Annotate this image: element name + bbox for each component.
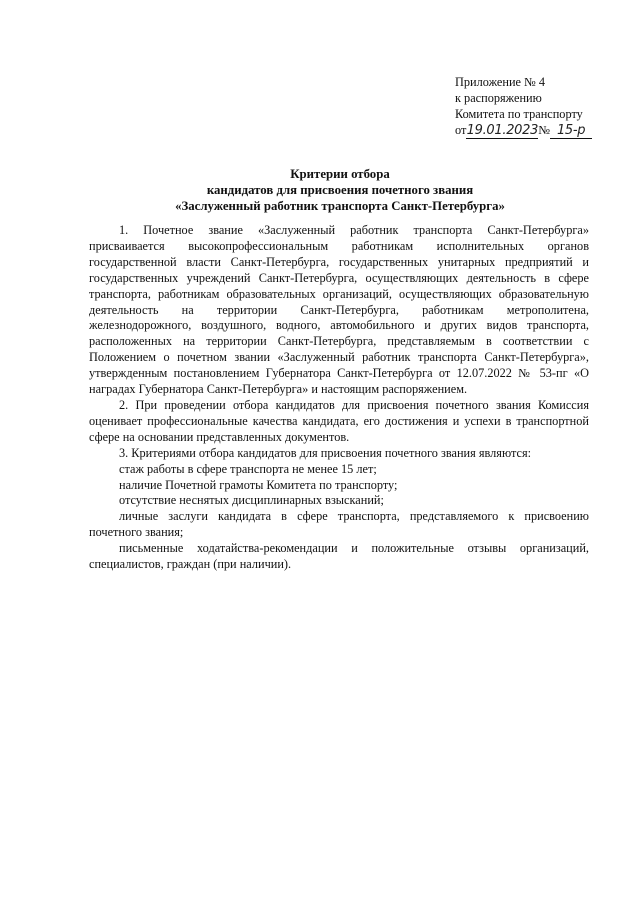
appendix-number: Приложение № 4: [455, 75, 546, 89]
handwritten-date-field: [466, 123, 538, 139]
document-title: [90, 166, 590, 214]
handwritten-date: 19.01.2023: [466, 123, 539, 138]
appendix-from-prefix: от: [455, 123, 467, 137]
document-body: [89, 223, 589, 573]
appendix-order-ref: к распоряжению: [455, 91, 542, 105]
criterion-certificate: наличие Почетной грамоты Комитета по транспорту;: [119, 477, 398, 492]
appendix-date-number-line: [455, 122, 615, 139]
title-line-3: «Заслуженный работник транспорта Санкт-Петербурга»: [175, 199, 505, 213]
paragraph-3: 3. Критериями отбора кандидатов для присвоения почетного звания являются:: [119, 445, 532, 460]
appendix-header: [455, 74, 615, 139]
appendix-committee: Комитета по транспорту: [455, 107, 583, 121]
paragraph-2: 2. При проведении отбора кандидатов для присвоения почетного звания Комиссия оценивает профессиональные качества кандидата, его достижения и успехи в транспортной сфере на основании представленных документов.: [89, 397, 589, 444]
title-line-1: Критерии отбора: [290, 167, 390, 181]
handwritten-number-field: [550, 123, 592, 139]
handwritten-number: 15-р: [556, 123, 586, 138]
criterion-merits: личные заслуги кандидата в сфере транспорта, представляемого к присвоению почетного звания;: [89, 509, 589, 540]
title-line-2: кандидатов для присвоения почетного звания: [206, 183, 474, 197]
criterion-recommendations: письменные ходатайства-рекомендации и положительные отзывы организаций, специалистов, граждан (при наличии).: [89, 541, 589, 572]
criterion-experience: стаж работы в сфере транспорта не менее 15 лет;: [119, 461, 377, 476]
criterion-no-penalties: отсутствие неснятых дисциплинарных взысканий;: [119, 493, 384, 508]
paragraph-1: 1. Почетное звание «Заслуженный работник транспорта Санкт-Петербурга» присваивается высокопрофессиональным работникам исполнительных органов государственной власти Санкт-Петербурга, государственных унитарных предприятий и государственных учреждений Санкт-Петербурга, осуществляющих деятельность в сфере транспорта, работникам образовательных организаций, осуществляющих образовательную деятельность на территории Санкт-Петербурга, работникам метрополитена, железнодорожного, воздушного, водного, автомобильного и других видов транспорта, расположенных на территории Санкт-Петербурга, представляемым в соответствии с Положением о почетном звании «Заслуженный работник транспорта Санкт-Петербурга», утвержденным постановлением Губернатора Санкт-Петербурга от 12.07.2022 № 53-пг «О наградах Губернатора Санкт-Петербурга» и настоящим распоряжением.: [89, 223, 589, 397]
appendix-number-sign: №: [538, 123, 551, 137]
